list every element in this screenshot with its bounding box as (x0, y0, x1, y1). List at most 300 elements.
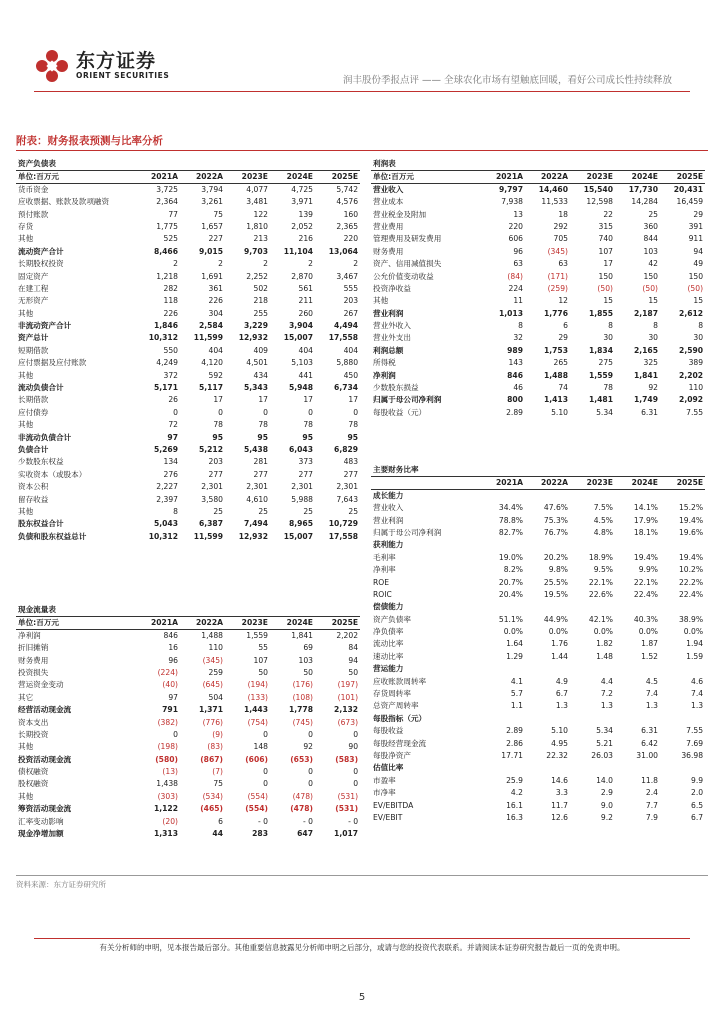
cell-value: 1,559 (246, 631, 268, 640)
row-label: 营运资金变动 (18, 680, 64, 690)
table-row (16, 233, 360, 245)
cell-value: 9,797 (498, 185, 523, 194)
cell-value: 122 (253, 209, 268, 219)
year-header: 2022A (180, 617, 225, 630)
cell-value (480, 663, 525, 675)
cell-value: 26 (168, 395, 178, 405)
cell-value: 16 (168, 643, 178, 653)
cell-value (525, 713, 570, 725)
cell-value: 95 (302, 432, 313, 442)
cell-value: 31.00 (636, 751, 658, 760)
page-number: 5 (358, 992, 366, 1003)
table-row (371, 295, 705, 307)
cell-value: 606 (508, 234, 523, 244)
cell-value: (40) (162, 680, 178, 690)
cell-value: 592 (208, 370, 223, 380)
cell-value: 2,397 (156, 494, 178, 504)
cell-value: 22.2% (678, 577, 704, 587)
cell-value: 911 (688, 234, 704, 244)
year-header: 2023E (570, 477, 615, 490)
cell-value: 226 (208, 296, 223, 306)
cell-value: 4.95 (551, 738, 568, 748)
table-row (371, 812, 705, 824)
cell-value: 2,612 (679, 308, 704, 318)
cell-value: 50 (258, 667, 268, 677)
cell-value (570, 713, 615, 725)
section-title-row (16, 158, 360, 171)
header-divider (34, 91, 690, 92)
cell-value: (554) (245, 804, 268, 814)
cell-value: 55 (258, 643, 268, 653)
cell-value: 4,576 (336, 197, 359, 207)
row-label: 非流动资产合计 (18, 321, 72, 331)
cell-value: 3,261 (201, 197, 223, 207)
cell-value: 94 (348, 655, 359, 665)
cell-value: - 0 (258, 816, 268, 826)
row-label: 资产负债率 (373, 614, 411, 624)
cell-value: 1,488 (543, 370, 568, 380)
row-label: 营业成本 (373, 197, 404, 207)
cell-value: 30 (603, 333, 613, 343)
cell-value: 0 (263, 729, 268, 739)
cell-value: 78.8% (498, 515, 523, 525)
cell-value: 0 (263, 407, 268, 417)
cell-value: 134 (163, 457, 178, 467)
cell-value: 20.7% (498, 577, 523, 587)
cell-value: 15,007 (283, 333, 313, 343)
cell-value: 2.9 (600, 788, 613, 798)
cell-value: 150 (643, 271, 658, 281)
cell-value: 22.1% (588, 577, 613, 587)
cell-value: (531) (335, 804, 359, 814)
table-row (16, 258, 360, 270)
cell-value: 150 (688, 271, 704, 281)
section-title: 利润表 (373, 159, 396, 168)
cell-value: 16.3 (506, 812, 523, 822)
cell-value: 29 (693, 209, 704, 219)
cell-value: 283 (252, 829, 268, 839)
cell-value: 17 (348, 395, 359, 405)
cell-value: 404 (208, 345, 223, 355)
balance-sheet-table (16, 158, 360, 543)
cell-value: 19.4% (678, 552, 704, 562)
cell-value: 2,202 (679, 370, 704, 380)
cell-value: 42.1% (588, 614, 613, 624)
cell-value: 5.10 (551, 726, 568, 736)
cell-value: 0 (173, 729, 178, 739)
year-header: 2024E (270, 617, 315, 630)
cell-value: 267 (343, 308, 359, 318)
cell-value: 292 (553, 221, 568, 231)
table-row (16, 184, 360, 197)
cell-value: 17,730 (628, 185, 658, 194)
table-row (16, 369, 360, 381)
cell-value: 226 (163, 308, 178, 318)
table-row (371, 675, 705, 687)
table-row (16, 654, 360, 666)
row-label: 营业税金及附加 (373, 209, 427, 219)
cell-value: 0 (353, 407, 359, 417)
cell-value (660, 490, 705, 503)
row-label: 归属于母公司净利润 (373, 395, 442, 405)
cell-value: 110 (688, 383, 704, 393)
cell-value: 4.2 (510, 788, 523, 798)
cell-value: (171) (547, 271, 568, 281)
cell-value: 0.0% (593, 627, 613, 637)
cell-value: 14.1% (633, 503, 658, 513)
cell-value: 47.6% (543, 503, 568, 513)
cell-value: 1,749 (633, 395, 658, 405)
row-label: 营业收入 (373, 503, 404, 513)
cell-value: 17,558 (328, 333, 359, 343)
cell-value: 2,584 (198, 321, 223, 331)
cell-value: 265 (553, 358, 568, 368)
row-label: 资本支出 (18, 717, 49, 727)
cell-value: 2,301 (336, 482, 359, 492)
table-row (371, 246, 705, 258)
cell-value: (133) (247, 692, 268, 702)
cell-value: 1.87 (641, 639, 658, 649)
cell-value: 0 (353, 767, 359, 777)
cell-value: 3,229 (243, 321, 268, 331)
cell-value: 8,466 (153, 246, 178, 256)
cell-value: 844 (643, 234, 658, 244)
logo-chinese-name: 东方证券 (76, 50, 157, 72)
table-row (371, 750, 705, 762)
cell-value: 20.2% (543, 552, 568, 562)
cell-value: 2 (263, 259, 268, 269)
year-header: 2024E (615, 477, 660, 490)
cell-value: 0 (353, 729, 359, 739)
cell-value: 8 (653, 321, 658, 331)
cell-value: 15,007 (283, 531, 313, 541)
cell-value: 13,064 (328, 246, 359, 256)
cell-value: (176) (292, 680, 313, 690)
cell-value: (867) (200, 754, 223, 764)
cell-value: 19.6% (678, 527, 704, 537)
cell-value: (13) (162, 767, 178, 777)
cell-value: 7.2 (600, 689, 613, 699)
cell-value: 5.34 (596, 726, 613, 736)
row-label: 市净率 (373, 788, 396, 798)
cell-value: 434 (253, 370, 268, 380)
cell-value: 4.8% (593, 527, 613, 537)
cell-value (570, 663, 615, 675)
table-header-row (16, 617, 360, 630)
row-label: 利润总额 (373, 345, 404, 355)
row-label: 应收票据、账款及款项融资 (18, 197, 110, 207)
cell-value: 26.03 (591, 751, 613, 760)
cell-value: 82.7% (498, 527, 523, 537)
cell-value (660, 601, 705, 613)
table-row (371, 514, 705, 526)
row-label: 每股经营现金流 (373, 738, 427, 748)
cell-value: 25 (213, 506, 223, 516)
cell-value (615, 762, 660, 774)
group-header-row (371, 490, 705, 503)
cell-value: 15,540 (583, 185, 613, 194)
row-label: 少数股东权益 (18, 457, 64, 467)
cell-value: 2,052 (291, 221, 313, 231)
row-label: 公允价值变动收益 (373, 271, 434, 281)
cell-value: 11,599 (193, 333, 223, 343)
cell-value: 5.10 (551, 407, 568, 417)
cell-value: 74 (558, 383, 568, 393)
cell-value: 17 (303, 395, 313, 405)
cell-value: 4,494 (334, 321, 359, 331)
cell-value: 78 (303, 420, 313, 430)
cell-value: 2,364 (156, 197, 178, 207)
year-header: 2023E (225, 171, 270, 184)
cell-value: 7,938 (501, 197, 523, 207)
cell-value: 10.2% (678, 565, 704, 575)
cell-value: 7,494 (243, 519, 268, 529)
cell-value: 2 (353, 259, 359, 269)
cell-value: (754) (247, 717, 268, 727)
cell-value: 22.4% (678, 589, 704, 599)
table-row (16, 295, 360, 307)
cell-value: 647 (297, 829, 313, 839)
cell-value (570, 539, 615, 551)
cell-value: 2,202 (336, 631, 359, 640)
cell-value (525, 762, 570, 774)
year-header: 2021A (135, 617, 180, 630)
cell-value: 9.5% (593, 565, 613, 575)
row-label: 折旧摊销 (18, 643, 49, 653)
row-label: 总资产周转率 (373, 701, 419, 711)
cell-value: 360 (643, 221, 658, 231)
cell-value: 8 (518, 321, 523, 331)
cell-value: 6.31 (641, 726, 658, 736)
cell-value (480, 601, 525, 613)
cell-value: (653) (290, 754, 313, 764)
group-header-row (371, 762, 705, 774)
cell-value: 259 (208, 667, 223, 677)
table-row (371, 382, 705, 394)
row-label: 营运能力 (373, 664, 404, 674)
row-label: 资本公积 (18, 482, 49, 492)
cell-value: 11,104 (283, 246, 313, 256)
cell-value: 3,580 (201, 494, 223, 504)
row-label: 预付账款 (18, 209, 49, 219)
cell-value (615, 601, 660, 613)
cell-value: (83) (207, 742, 223, 752)
cell-value: (345) (202, 655, 223, 665)
cell-value: 5,988 (291, 494, 313, 504)
cell-value: 220 (343, 234, 359, 244)
cell-value: 4.9 (555, 676, 568, 686)
cell-value: 1,122 (153, 804, 178, 814)
cell-value: 1,691 (201, 271, 223, 281)
cell-value: 5,438 (243, 445, 268, 454)
section-title: 资产负债表 (18, 159, 56, 168)
cell-value: 0 (308, 407, 313, 417)
cell-value: 404 (343, 345, 359, 355)
cell-value: 372 (163, 370, 178, 380)
group-header-row (371, 663, 705, 675)
cell-value: 7.55 (686, 407, 704, 417)
cell-value: 25 (258, 506, 268, 516)
row-label: 负债合计 (18, 445, 49, 454)
cell-value: 95 (257, 432, 268, 442)
cell-value: 1,810 (246, 221, 268, 231)
cell-value: 8.2% (503, 565, 523, 575)
row-label: 其它 (18, 692, 34, 702)
cell-value: 525 (163, 234, 178, 244)
cell-value: 3,904 (288, 321, 313, 331)
cell-value: 211 (298, 296, 313, 306)
cell-value: 409 (253, 345, 268, 355)
cell-value: (303) (157, 791, 178, 801)
table-row (16, 431, 360, 443)
cell-value: 17 (213, 395, 223, 405)
year-header: 2022A (180, 171, 225, 184)
cell-value: 143 (508, 358, 523, 368)
table-row (16, 456, 360, 468)
row-label: 投资净收益 (373, 283, 411, 293)
row-label: 估值比率 (373, 763, 404, 773)
row-label: EV/EBITDA (373, 800, 414, 810)
cell-value: (673) (337, 717, 359, 727)
cell-value (570, 601, 615, 613)
year-header: 2024E (270, 171, 315, 184)
cell-value: 6.7 (555, 689, 568, 699)
cell-value: 69 (303, 643, 313, 653)
cell-value: 30 (693, 333, 704, 343)
cell-value: 20,431 (673, 185, 704, 194)
unit-label: 单位:百万元 (371, 171, 480, 184)
row-label: 毛利率 (373, 552, 396, 562)
cell-value: 2.0 (690, 788, 704, 798)
table-row (371, 320, 705, 332)
row-label: 营业费用 (373, 221, 404, 231)
cell-value: (108) (292, 692, 313, 702)
table-row (371, 614, 705, 626)
cell-value: 561 (298, 283, 313, 293)
cell-value: 32 (513, 333, 523, 343)
cell-value: 1.82 (596, 639, 613, 649)
row-label: 其他 (18, 308, 34, 318)
table-header-row (16, 171, 360, 184)
cell-value: 11,533 (541, 197, 568, 207)
table-row (371, 787, 705, 799)
cell-value: 14.0 (596, 775, 613, 785)
cell-value: 0 (308, 767, 313, 777)
cell-value: 22.4% (633, 589, 658, 599)
cell-value: (382) (157, 717, 178, 727)
cell-value: 0 (173, 407, 178, 417)
cell-value: 1,371 (198, 705, 223, 715)
cell-value: 1,834 (588, 345, 613, 355)
table-row (16, 382, 360, 394)
cell-value: 1,443 (243, 705, 268, 715)
cell-value: 989 (507, 345, 523, 355)
cell-value: (583) (335, 754, 359, 764)
row-label: 营业利润 (373, 515, 404, 525)
cell-value: 2,301 (201, 482, 223, 492)
cell-value (615, 539, 660, 551)
section-title: 主要财务比率 (373, 465, 419, 474)
row-label: ROE (373, 577, 390, 587)
row-label: 留存收益 (18, 494, 49, 504)
cell-value: 10,312 (148, 531, 178, 541)
table-row (16, 407, 360, 419)
cell-value: 107 (598, 246, 613, 256)
cell-value: 11.7 (551, 800, 568, 810)
table-row (16, 308, 360, 320)
cell-value: 96 (513, 246, 523, 256)
cell-value: 75.3% (543, 515, 568, 525)
row-label: 在建工程 (18, 283, 49, 293)
table-row (371, 221, 705, 233)
cell-value: 92 (648, 383, 658, 393)
cell-value: 555 (343, 283, 359, 293)
row-label: 筹资活动现金流 (18, 804, 72, 814)
cell-value (525, 663, 570, 675)
cell-value: 36.98 (681, 751, 704, 760)
cell-value: (9) (212, 729, 223, 739)
cell-value: 2,301 (246, 482, 268, 492)
row-label: 应付债券 (18, 407, 49, 417)
row-label: 每股净资产 (373, 751, 411, 760)
row-label: 其他 (18, 420, 34, 430)
cell-value: 740 (598, 234, 613, 244)
table-row (16, 766, 360, 778)
row-label: 资产、信用减值损失 (373, 259, 442, 269)
year-header: 2025E (660, 171, 705, 184)
cell-value: 160 (343, 209, 359, 219)
cell-value: 1,438 (156, 779, 178, 789)
cell-value (660, 762, 705, 774)
cell-value: 5,269 (153, 445, 178, 454)
cell-value: 3.3 (555, 788, 568, 798)
cell-value: 17.9% (633, 515, 658, 525)
cell-value: 6.7 (690, 812, 704, 822)
cell-value: 11 (513, 296, 523, 306)
cell-value (525, 539, 570, 551)
cell-value: (534) (202, 791, 223, 801)
cell-value: 203 (208, 457, 223, 467)
cell-value: 275 (598, 358, 613, 368)
cell-value: 3,481 (246, 197, 268, 207)
cell-value: 277 (298, 469, 313, 479)
cell-value: 5,117 (198, 383, 223, 393)
cell-value: (554) (247, 791, 268, 801)
cell-value (615, 713, 660, 725)
cell-value: 1,846 (153, 321, 178, 331)
cell-value: 3,794 (201, 185, 223, 194)
cell-value: 5,880 (336, 358, 359, 368)
table-row (16, 518, 360, 530)
cell-value: 2,187 (633, 308, 658, 318)
group-header-row (371, 539, 705, 551)
cell-value: 0.0% (503, 627, 523, 637)
cell-value: 11.8 (641, 775, 658, 785)
cell-value: (465) (200, 804, 223, 814)
cell-value: 110 (208, 643, 223, 653)
table-row (16, 692, 360, 704)
cell-value: 97 (168, 692, 178, 702)
cell-value: 1.3 (555, 701, 568, 711)
cell-value (480, 713, 525, 725)
cell-value: 95 (212, 432, 223, 442)
cell-value: 12.6 (551, 812, 568, 822)
cell-value: 14,460 (538, 185, 568, 194)
cell-value: 1.52 (641, 651, 658, 661)
cell-value: 4,501 (246, 358, 268, 368)
cell-value: 94 (693, 246, 704, 256)
cell-value: 34.4% (498, 503, 523, 513)
